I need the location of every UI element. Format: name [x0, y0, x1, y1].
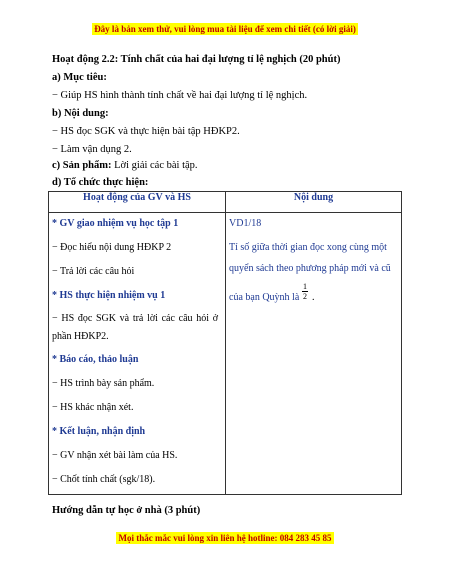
content-text-1: − HS đọc SGK và thực hiện bài tập HĐKP2. [52, 126, 240, 137]
fraction-numerator: 1 [303, 282, 307, 291]
header-teacher-student: Hoạt động của GV và HS [49, 192, 226, 213]
activity-heading: Hoạt động 2.2: Tính chất của hai đại lượng tỉ lệ nghịch (20 phút) [52, 54, 341, 65]
example-line-2: quyển sách theo phương pháp mới và cũ [229, 263, 391, 274]
example-label: VD1/18 [229, 218, 262, 229]
hotline-banner-text: Mọi thắc mắc vui lòng xin liên hệ hotline: 084 283 45 85 [118, 533, 332, 543]
content-cell [226, 213, 402, 495]
step1-item-2: − Trả lời các câu hỏi [52, 266, 135, 277]
product-text: Lời giải các bài tập. [111, 160, 198, 171]
objective-label: a) Mục tiêu: [52, 72, 107, 83]
organization-label: d) Tổ chức thực hiện: [52, 177, 149, 188]
fraction-one-half [302, 282, 308, 301]
step2-item-1a: − HS đọc SGK và trả lời các câu hỏi ở [52, 313, 218, 324]
step1-item-1: − Đọc hiểu nội dung HĐKP 2 [52, 242, 172, 253]
step2-item-1b: phần HĐKP2. [52, 331, 109, 342]
preview-banner [0, 24, 450, 34]
step3-item-2: − HS khác nhận xét. [52, 402, 134, 413]
objective-text: − Giúp HS hình thành tính chất về hai đại lượng tỉ lệ nghịch. [52, 90, 308, 101]
table-header-row [49, 192, 402, 213]
header-content: Nội dung [226, 192, 402, 213]
step4-item-2: − Chốt tính chất (sgk/18). [52, 474, 156, 485]
step4-title: * Kết luận, nhận định [52, 426, 146, 437]
step3-item-1: − HS trình bày sản phẩm. [52, 378, 155, 389]
content-label: b) Nội dung: [52, 108, 109, 119]
step3-title: * Báo cáo, thảo luận [52, 354, 139, 365]
step2-title: * HS thực hiện nhiệm vụ 1 [52, 290, 166, 301]
product-label: c) Sản phẩm: [52, 160, 112, 171]
product-line [52, 160, 198, 171]
homework-heading: Hướng dẫn tự học ở nhà (3 phút) [52, 505, 201, 516]
preview-banner-text: Đây là bản xem thử, vui lòng mua tài liệu để xem chi tiết (có lời giải) [94, 24, 356, 34]
example-line-3: của bạn Quỳnh là [229, 292, 300, 303]
fraction-denominator: 2 [303, 292, 307, 301]
step4-item-1: − GV nhận xét bài làm của HS. [52, 450, 178, 461]
example-line-1: Tỉ số giữa thời gian đọc xong cùng một [229, 242, 387, 253]
hotline-banner [0, 533, 450, 543]
example-period: . [312, 292, 315, 303]
step1-title: * GV giao nhiệm vụ học tập 1 [52, 218, 179, 229]
content-text-2: − Làm vận dụng 2. [52, 144, 132, 155]
